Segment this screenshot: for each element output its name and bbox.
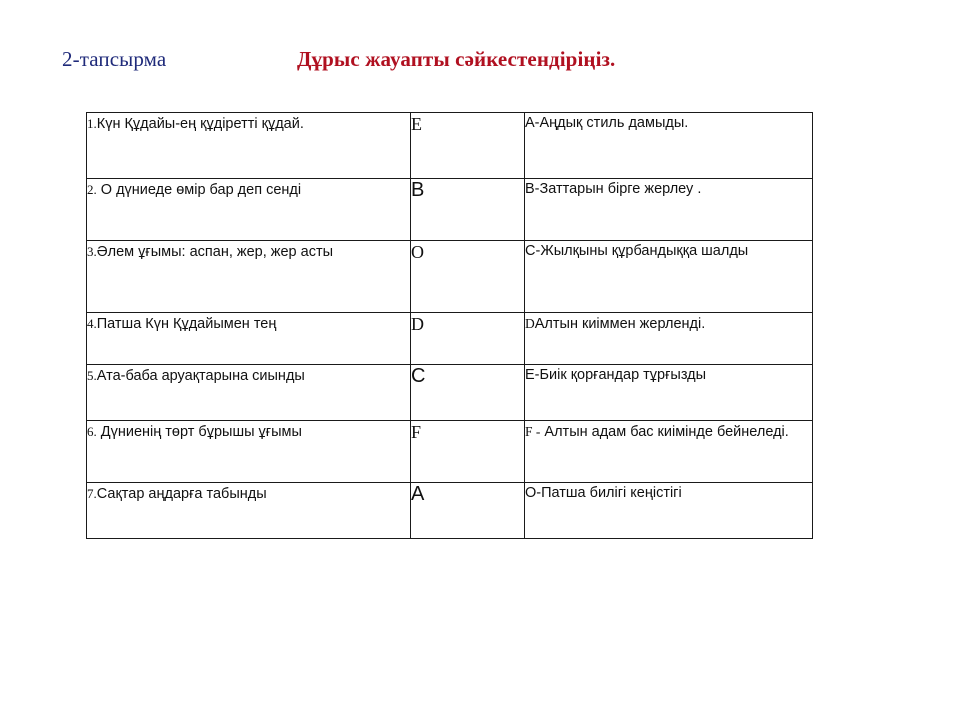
option-text: Биік қорғандар тұрғызды (539, 367, 707, 383)
answer-letter: B (411, 179, 425, 201)
table-row (87, 483, 813, 539)
statement-text: Сақтар аңдарға табынды (96, 486, 267, 502)
option-text: Жылқыны құрбандыққа шалды (540, 243, 749, 259)
option-text: Аңдық стиль дамыды. (539, 115, 689, 131)
matching-table-body (87, 113, 813, 539)
option-marker: D (525, 316, 535, 331)
answer-cell[interactable] (411, 483, 525, 539)
statement-cell (87, 483, 411, 539)
answer-letter: E (411, 114, 422, 134)
option-cell (525, 483, 813, 539)
option-cell (525, 365, 813, 421)
option-text: Алтын киіммен жерленді. (534, 316, 706, 332)
option-marker: B- (525, 181, 540, 197)
statement-text: Әлем ұғымы: аспан, жер, жер асты (96, 244, 334, 260)
statement-number: 1. (87, 116, 97, 131)
statement-cell (87, 113, 411, 179)
option-cell (525, 179, 813, 241)
option-marker: E- (525, 367, 540, 383)
answer-cell[interactable] (411, 179, 525, 241)
statement-number: 7. (87, 486, 97, 501)
option-cell (525, 113, 813, 179)
option-text: Заттарын бірге жерлеу . (539, 181, 702, 197)
table-row (87, 241, 813, 313)
option-cell (525, 241, 813, 313)
answer-cell[interactable] (411, 313, 525, 365)
answer-letter: F (411, 422, 422, 442)
answer-letter: D (411, 314, 424, 334)
statement-cell (87, 421, 411, 483)
answer-cell[interactable] (411, 421, 525, 483)
answer-letter: C (411, 365, 426, 387)
statement-number: 6. (87, 424, 97, 439)
page-title: Дұрыс жауапты сәйкестендіріңіз. (297, 47, 616, 71)
statement-number: 2. (87, 182, 97, 197)
table-row (87, 113, 813, 179)
table-row (87, 421, 813, 483)
option-cell (525, 421, 813, 483)
task-label: 2-тапсырма (62, 47, 167, 71)
option-text: Алтын адам бас киімінде бейнеледі. (540, 424, 789, 440)
statement-text: О дүниеде өмір бар деп сенді (96, 182, 302, 198)
statement-text: Дүниенің төрт бұрышы ұғымы (96, 424, 302, 440)
option-cell (525, 313, 813, 365)
answer-cell[interactable] (411, 241, 525, 313)
statement-number: 5. (87, 368, 97, 383)
statement-number: 4. (87, 316, 97, 331)
answer-cell[interactable] (411, 365, 525, 421)
statement-text: Ата-баба аруақтарына сиынды (96, 368, 305, 384)
option-text: Патша билігі кеңістігі (541, 485, 682, 501)
option-marker: O- (525, 485, 542, 501)
table-row (87, 179, 813, 241)
statement-text: Патша Күн Құдайымен тең (96, 316, 277, 332)
statement-text: Күн Құдайы-ең құдіретті құдай. (96, 116, 304, 132)
header (0, 46, 960, 78)
statement-cell (87, 365, 411, 421)
statement-number: 3. (87, 244, 97, 259)
table-row (87, 365, 813, 421)
answer-cell[interactable] (411, 113, 525, 179)
answer-letter: A (411, 483, 425, 505)
statement-cell (87, 241, 411, 313)
statement-cell (87, 313, 411, 365)
matching-table (86, 112, 813, 539)
answer-letter: O (411, 242, 424, 262)
option-marker: A- (525, 115, 540, 131)
option-marker: F - (525, 424, 541, 439)
option-marker: C- (525, 243, 541, 259)
statement-cell (87, 179, 411, 241)
table-row (87, 313, 813, 365)
